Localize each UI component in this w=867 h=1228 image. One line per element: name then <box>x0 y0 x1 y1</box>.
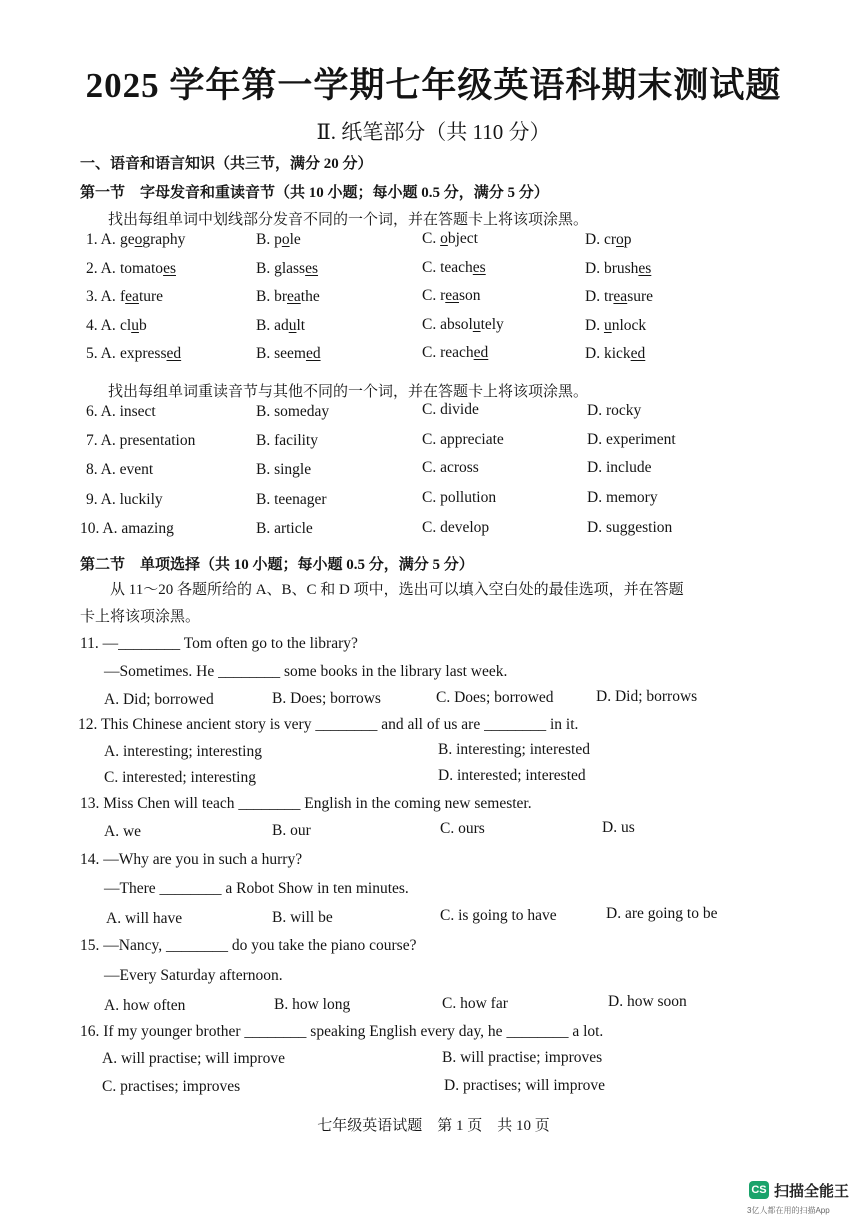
q4-option-d: D. unlock <box>585 317 647 334</box>
q8-option-c: C. across <box>422 459 479 476</box>
q11-stem: 11. —________ Tom often go to the library? <box>80 635 358 652</box>
q15-option-d: D. how soon <box>608 993 687 1010</box>
underlined-letters: o <box>440 230 448 247</box>
q3-number: 3. A. <box>86 288 116 305</box>
q12-option-d: D. interested; interested <box>438 767 586 784</box>
q11-option-d: D. Did; borrows <box>596 688 698 705</box>
camscanner-name: 扫描全能王 <box>774 1183 850 1200</box>
q3-option-c: C. reason <box>422 287 481 304</box>
q2-option-d: D. brushes <box>585 260 652 277</box>
q6-option-a: 6. A. insect <box>86 403 156 420</box>
q7-option-a: 7. A. presentation <box>86 432 196 449</box>
camscanner-logo: CS <box>749 1181 769 1199</box>
underlined-letters: ed <box>473 344 489 361</box>
q16-option-c: C. practises; improves <box>102 1078 241 1095</box>
q5-number: 5. A. <box>86 345 116 362</box>
q7-option-d: D. experiment <box>587 431 676 448</box>
q9-option-b: B. teenager <box>256 491 327 508</box>
q12-option-b: B. interesting; interested <box>438 741 590 758</box>
q13-option-c: C. ours <box>440 820 485 837</box>
q6-option-d: D. rocky <box>587 402 642 419</box>
q5-option-c: C. reached <box>422 344 489 361</box>
q2-number: 2. A. <box>86 260 116 277</box>
q1-option-c: C. object <box>422 230 478 247</box>
q11-option-c: C. Does; borrowed <box>436 689 554 706</box>
q3-option-b: B. breathe <box>256 288 320 305</box>
q12-option-a: A. interesting; interesting <box>104 743 262 760</box>
q6-option-b: B. someday <box>256 403 330 420</box>
q9-option-d: D. memory <box>587 489 658 506</box>
underlined-letters: ed <box>166 345 182 362</box>
q4-option-a: club <box>120 317 147 334</box>
q13-option-a: A. we <box>104 823 142 840</box>
underlined-letters: ed <box>305 345 321 362</box>
q7-option-c: C. appreciate <box>422 431 504 448</box>
q13-option-b: B. our <box>272 822 311 839</box>
underlined-letters: u <box>288 317 297 334</box>
page-footer: 七年级英语试题 第 1 页 共 10 页 <box>317 1118 550 1134</box>
q15-option-c: C. how far <box>442 995 508 1012</box>
q14-option-a: A. will have <box>106 910 183 927</box>
q11-response: —Sometimes. He ________ some books in the library last week. <box>104 663 508 680</box>
q14-option-d: D. are going to be <box>606 905 718 922</box>
exam-title: 2025 学年第一学期七年级英语科期末测试题 <box>85 66 782 105</box>
q1-number: 1. A. <box>86 231 116 248</box>
q14-stem: 14. —Why are you in such a hurry? <box>80 851 303 868</box>
q13-stem: 13. Miss Chen will teach ________ English in the coming new semester. <box>80 795 532 812</box>
q4-option-b: B. adult <box>256 317 306 334</box>
q16-option-a: A. will practise; will improve <box>102 1050 285 1067</box>
q5-option-a: expressed <box>120 345 182 362</box>
q15-option-a: A. how often <box>104 997 186 1014</box>
q3-option-d: D. treasure <box>585 288 654 305</box>
underlined-letters: u <box>131 317 139 334</box>
q5-option-b: B. seemed <box>256 345 321 362</box>
camscanner-tagline: 3亿人都在用的扫描App <box>747 1206 830 1215</box>
q2-option-a: tomatoes <box>120 260 176 277</box>
q7-option-b: B. facility <box>256 432 318 449</box>
q16-stem: 16. If my younger brother ________ speaking English every day, he ________ a lot. <box>80 1023 604 1040</box>
q2-option-c: C. teaches <box>422 259 486 276</box>
q9-option-a: 9. A. luckily <box>86 491 163 508</box>
underlined-letters: es <box>305 260 319 277</box>
q3-option-a: feature <box>120 288 164 305</box>
q8-option-d: D. include <box>587 459 652 476</box>
q4-number: 4. A. <box>86 317 116 334</box>
q14-option-c: C. is going to have <box>440 907 557 924</box>
q10-option-d: D. suggestion <box>587 519 673 536</box>
q4-option-c: C. absolutely <box>422 316 504 333</box>
q8-option-b: B. single <box>256 461 312 478</box>
q11-option-b: B. Does; borrows <box>272 690 381 707</box>
q16-option-b: B. will practise; improves <box>442 1049 603 1066</box>
q16-option-d: D. practises; will improve <box>444 1077 605 1094</box>
q5-option-d: D. kicked <box>585 345 646 362</box>
pronunciation-instruction: 找出每组单词中划线部分发音不同的一个词，并在答题卡上将该项涂黑。 <box>108 212 589 228</box>
underlined-letters: ea <box>287 288 301 305</box>
underlined-letters: es <box>638 260 652 277</box>
section2-heading: 第二节 单项选择（共 10 小题；每小题 0.5 分，满分 5 分） <box>80 557 474 573</box>
q11-option-a: A. Did; borrowed <box>104 691 214 708</box>
part-heading: 一、语音和语言知识（共三节，满分 20 分） <box>80 156 373 172</box>
q1-option-b: B. pole <box>256 231 301 248</box>
q15-stem: 15. —Nancy, ________ do you take the piano course? <box>80 937 417 954</box>
underlined-letters: o <box>616 231 624 248</box>
q10-option-c: C. develop <box>422 519 490 536</box>
q6-option-c: C. divide <box>422 401 479 418</box>
q8-option-a: 8. A. event <box>86 461 154 478</box>
underlined-letters: es <box>472 259 486 276</box>
q1-option-d: D. crop <box>585 231 632 248</box>
q12-option-c: C. interested; interesting <box>104 769 256 786</box>
stress-instruction: 找出每组单词重读音节与其他不同的一个词，并在答题卡上将该项涂黑。 <box>108 384 589 400</box>
underlined-letters: es <box>163 260 176 277</box>
q2-option-b: B. glasses <box>256 260 319 277</box>
q14-response: —There ________ a Robot Show in ten minutes. <box>104 880 409 897</box>
q14-option-b: B. will be <box>272 909 333 926</box>
q13-option-d: D. us <box>602 819 635 836</box>
underlined-letters: ea <box>125 288 139 305</box>
exam-subtitle: Ⅱ. 纸笔部分（共 110 分） <box>316 120 551 144</box>
q12-stem: 12. This Chinese ancient story is very ________ and all of us are ________ in it. <box>78 716 579 733</box>
q15-option-b: B. how long <box>274 996 351 1013</box>
underlined-letters: o <box>281 231 290 248</box>
underlined-letters: o <box>134 231 143 248</box>
q10-option-a: 10. A. amazing <box>80 520 174 537</box>
underlined-letters: ea <box>613 288 628 305</box>
underlined-letters: ed <box>630 345 646 362</box>
underlined-letters: ea <box>445 287 460 304</box>
q1-option-a: geography <box>120 231 186 248</box>
section1-heading: 第一节 字母发音和重读音节（共 10 小题；每小题 0.5 分，满分 5 分） <box>80 185 549 201</box>
underlined-letters: u <box>603 317 612 334</box>
choice-instruction-line1: 从 11～20 各题所给的 A、B、C 和 D 项中，选出可以填入空白处的最佳选项，并在答题 <box>110 582 684 598</box>
underlined-letters: u <box>472 316 481 333</box>
q9-option-c: C. pollution <box>422 489 497 506</box>
q15-response: —Every Saturday afternoon. <box>104 967 283 984</box>
q10-option-b: B. article <box>256 520 313 537</box>
choice-instruction-line2: 卡上将该项涂黑。 <box>80 609 201 625</box>
